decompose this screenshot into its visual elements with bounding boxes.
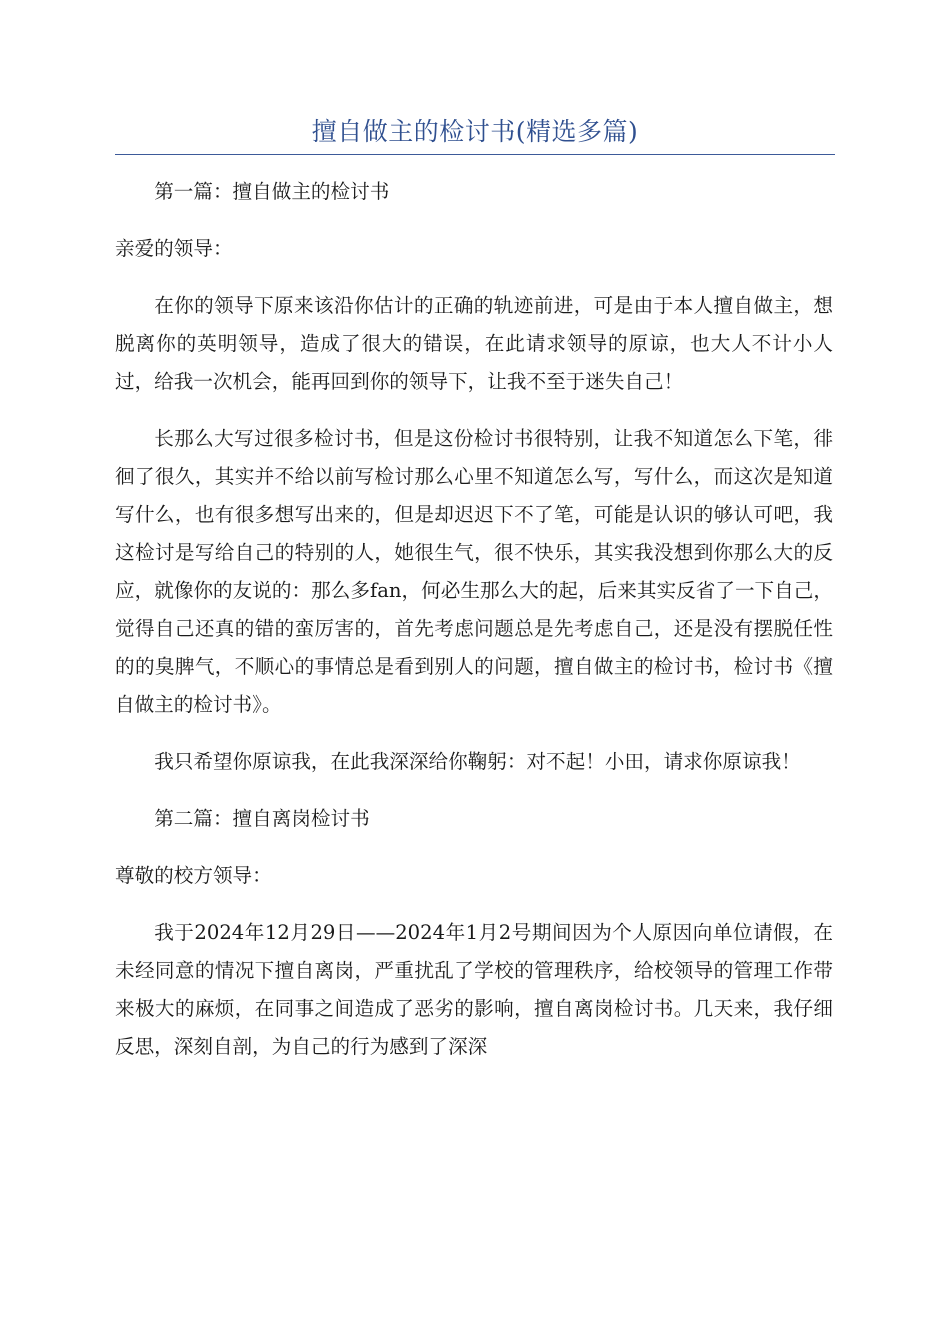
body-paragraph: 在你的领导下原来该沿你估计的正确的轨迹前进，可是由于本人擅自做主，想脱离你的英明领导，造成了很大的错误，在此请求领导的原谅，也大人不计小人过，给我一次机会，能再回到你的领导下，让我不至于迷失自己！ — [115, 294, 833, 393]
title-underline — [115, 154, 835, 155]
body-paragraph: 我于2024年12月29日——2024年1月2号期间因为个人原因向单位请假，在未经同意的情况下擅自离岗，严重扰乱了学校的管理秩序，给校领导的管理工作带来极大的麻烦，在同事之间造成了恶劣的影响，擅自离岗检讨书。几天来，我仔细反思，深刻自剖，为自己的行为感到了深深 — [115, 921, 833, 1058]
salutation-2: 尊敬的校方领导： — [115, 864, 272, 887]
section-heading-2: 第二篇：擅自离岗检讨书 — [154, 807, 370, 830]
document-body — [115, 173, 833, 1085]
body-paragraph: 长那么大写过很多检讨书，但是这份检讨书很特别，让我不知道怎么下笔，徘徊了很久，其实并不给以前写检讨那么心里不知道怎么写，写什么，而这次是知道写什么，也有很多想写出来的，但是却迟迟下不了笔，可能是认识的够认可吧，我这检讨是写给自己的特别的人，她很生气，很不快乐，其实我没想到你那么大的反应，就像你的友说的：那么多fan，何必生那么大的起，后来其实反省了一下自己，觉得自己还真的错的蛮厉害的，首先考虑问题总是先考虑自己，还是没有摆脱任性的的臭脾气，不顺心的事情总是看到别人的问题，擅自做主的检讨书，检讨书《擅自做主的检讨书》。 — [115, 427, 833, 716]
section-heading-1: 第一篇：擅自做主的检讨书 — [154, 180, 390, 203]
body-paragraph: 我只希望你原谅我，在此我深深给你鞠躬：对不起！小田，请求你原谅我！ — [154, 750, 801, 773]
salutation-1: 亲爱的领导： — [115, 237, 233, 260]
document-title: 擅自做主的检讨书(精选多篇) — [311, 117, 639, 146]
